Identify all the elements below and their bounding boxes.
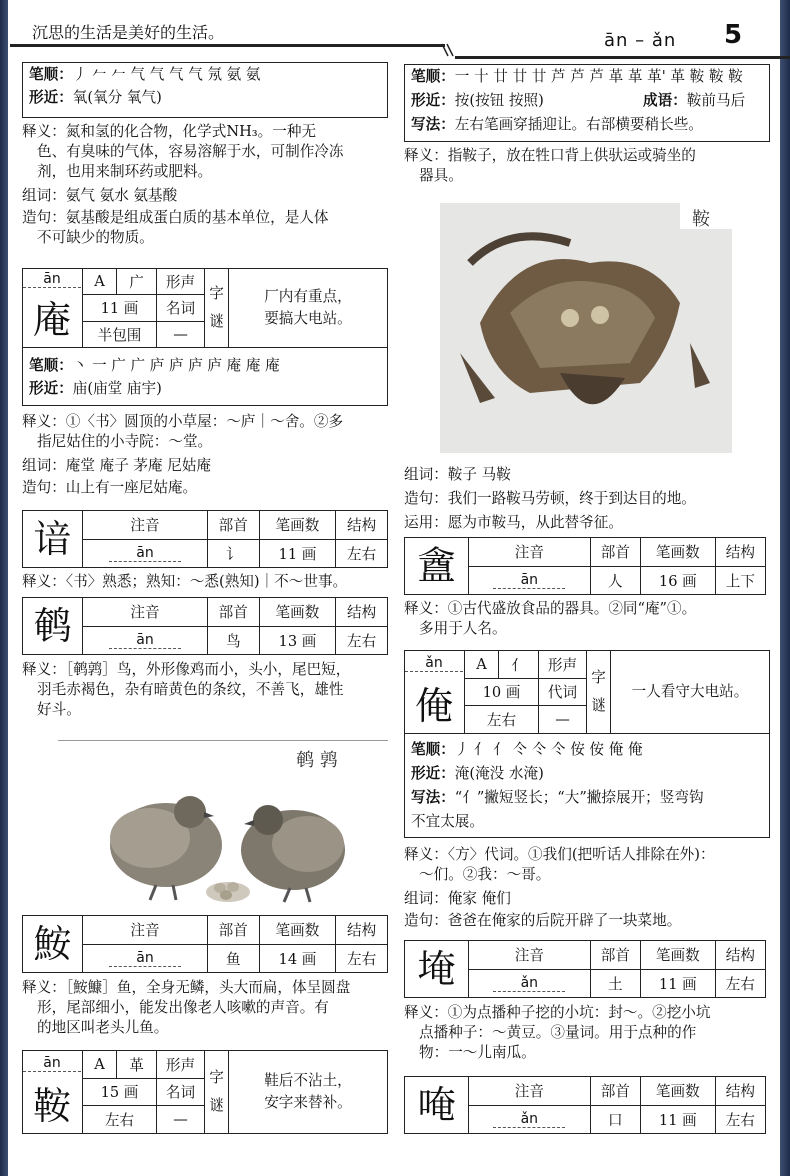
- definition-line: 剂，也用来制环药或肥料。: [37, 163, 213, 180]
- headword-char: 盦: [417, 544, 456, 588]
- stroke-order: 丿 𠂉 𠂉 气 气 气 气 氖 氨 氨: [72, 66, 261, 83]
- definition-line: 释义：［鹌鹑］鸟，外形像鸡而小，头小，尾巴短，: [22, 661, 351, 678]
- saddle-usage: [404, 465, 774, 533]
- structure: 左右: [715, 969, 765, 998]
- definition-line: 色、有臭味的气体，容易溶解于水，可制作冷冻: [37, 143, 344, 160]
- structure: 左右: [465, 706, 539, 734]
- page-edge-left: [0, 0, 8, 1176]
- definition-line: 释义：指鞍子，放在牲口背上供驮运或骑坐的: [404, 147, 696, 164]
- pinyin: ān: [109, 950, 181, 967]
- an-mouth-table: 唵 注音 部首 笔画数 结构 ǎn 口 11 画 左右: [404, 1076, 766, 1134]
- example-sentence: 造句：山上有一座尼姑庵。: [22, 479, 198, 496]
- an-pit-table: 埯 注音 部首 笔画数 结构 ǎn 土 11 画 左右: [404, 940, 766, 998]
- similar-chars: 按(按钮 按照): [454, 92, 544, 109]
- structure: 半包围: [83, 321, 157, 347]
- definition-line: 指尼姑住的小寺院：～堂。: [37, 433, 213, 450]
- structure: 左右: [336, 944, 388, 973]
- stroke-count: 16 画: [640, 566, 715, 595]
- example-sentence: 造句：我们一路鞍马劳顿，终于到达目的地。: [404, 490, 696, 507]
- headword-char: 鮟: [33, 922, 72, 966]
- structure: 上下: [715, 566, 765, 595]
- definition-line: 器具。: [419, 167, 463, 184]
- stroke-count: 10 画: [465, 678, 539, 706]
- definition-line: 多用于人名。: [419, 620, 507, 637]
- stroke-count: 15 画: [83, 1078, 157, 1106]
- definition-line: 释义：①〈书〉圆顶的小草屋：～庐｜～舍。②多: [22, 413, 344, 430]
- definition-line: 点播种子：～黄豆。③量词。用于点种的作: [419, 1024, 697, 1041]
- headword-char: 谙: [33, 517, 72, 561]
- pinyin: ǎn: [493, 975, 565, 992]
- example-sentence: 不可缺少的物质。: [37, 229, 154, 246]
- char-type: 形声: [157, 269, 205, 295]
- an-fish-table: 鮟 注音 部首 笔画数 结构 ān 鱼 14 画 左右: [22, 915, 388, 973]
- stroke-count: 11 画: [640, 969, 715, 998]
- header-rule-left: [10, 44, 445, 47]
- headword-char: 俺: [415, 684, 454, 728]
- header-motto: 沉思的生活是美好的生活。: [32, 23, 225, 42]
- writing-tip: 左右笔画穿插迎让。右部横要稍长些。: [454, 116, 703, 133]
- word-list: 组词：鞍子 马鞍: [404, 466, 511, 483]
- riddle: 一人看守大电站。: [611, 651, 770, 734]
- part-of-speech: 名词: [157, 295, 205, 321]
- pinyin: ān: [109, 632, 181, 649]
- stroke-order: 一 十 廿 廿 廿 芦 芦 芦 革 革 革' 革 鞍 鞍 鞍: [454, 68, 743, 85]
- an-I-table: ǎn 俺 A 亻 形声 字 谜 一人看守大电站。 10 画 代词 左右 —: [404, 650, 770, 734]
- headword-char: 鞍: [33, 1084, 72, 1128]
- an-hut-stroke-box: 笔顺：丶 一 广 广 庐 庐 庐 庐 庵 庵 庵 形近：庙(庙堂 庙宇): [22, 348, 388, 406]
- an-vessel-entry: [404, 599, 774, 639]
- page-edge-right: [780, 0, 790, 1176]
- pinyin: ān: [23, 271, 81, 288]
- saddle-caption: 鞍: [692, 209, 710, 230]
- an-ammonia-stroke-box: 笔顺：丿 𠂉 𠂉 气 气 气 气 氖 氨 氨 形近：氧(氧分 氧气): [22, 62, 388, 118]
- an-pit-entry: [404, 1003, 774, 1063]
- radical: 鸟: [207, 626, 259, 655]
- word-list: 组词：氨气 氨水 氨基酸: [22, 187, 178, 204]
- headword-char: 鹌: [33, 604, 72, 648]
- radical: 口: [590, 1105, 640, 1134]
- saddle-photo: [440, 203, 732, 453]
- usage-example: 运用：愿为市鞍马，从此替爷征。: [404, 514, 623, 531]
- structure: 左右: [83, 1106, 157, 1134]
- definition-line: 释义：氮和氢的化合物，化学式NH₃。一种无: [22, 123, 317, 140]
- example-sentence: 造句：氨基酸是组成蛋白质的基本单位，是人体: [22, 209, 329, 226]
- headword-char: 埯: [417, 947, 456, 991]
- stroke-count: 11 画: [259, 539, 336, 568]
- quail-illustration: [58, 740, 388, 910]
- similar-chars: 氧(氧分 氧气): [72, 89, 162, 106]
- definition-line: 形，尾部细小，能发出像老人咳嗽的声音。有: [37, 999, 329, 1016]
- stroke-order: 丿 亻 亻 仒 仒 仒 侒 侒 俺 俺: [454, 741, 643, 758]
- definition-line: 物：一～儿南瓜。: [419, 1044, 536, 1061]
- radical: 鱼: [207, 944, 259, 973]
- an-hut-table: ān 庵 A 广 形声 字 谜 厂内有重点， 要搞大电站。 11 画 名词 半包围 —: [22, 268, 388, 348]
- definition-line: 羽毛赤褐色，杂有暗黄色的条纹，不善飞，雄性: [37, 681, 344, 698]
- an-I-stroke-box: 笔顺：丿 亻 亻 仒 仒 仒 侒 侒 俺 俺 形近：淹(淹没 水淹) 写法：“亻”撇短竖长；“大”撇捺展开；竖弯钩 不宜太展。: [404, 734, 770, 838]
- saddle-image: [440, 203, 732, 453]
- an-I-entry: [404, 845, 774, 931]
- word-list: 组词：俺家 俺们: [404, 890, 511, 907]
- definition-line: 释义：［鮟鱇］鱼，全身无鳞，头大而扁，体呈圆盘: [22, 979, 351, 996]
- structure: 左右: [715, 1105, 765, 1134]
- an-know-definition: 释义：〈书〉熟悉；熟知：～悉(熟知)｜不～世事。: [22, 573, 348, 590]
- an-fish-entry: [22, 978, 392, 1038]
- saddle-stroke-box: 笔顺：一 十 廿 廿 廿 芦 芦 芦 革 革 革' 革 鞍 鞍 鞍 形近：按(按钮 按照) 成语：鞍前马后 写法：左右笔画穿插迎让。右部横要稍长些。: [404, 64, 770, 142]
- an-know-table: 谙 注音 部首 笔画数 结构 ān 讠 11 画 左右: [22, 510, 388, 568]
- pinyin: ǎn: [493, 1111, 565, 1128]
- quail-caption: 鹌 鹑: [296, 750, 338, 771]
- riddle: 厂内有重点， 要搞大电站。: [229, 269, 388, 348]
- similar-chars: 淹(淹没 水淹): [454, 765, 544, 782]
- definition-line: ～们。②我：～哥。: [419, 866, 551, 883]
- riddle: 鞋后不沾土， 安字来替补。: [229, 1051, 388, 1134]
- header-pinyin-range: ān – ǎn: [604, 30, 677, 51]
- stroke-count: 11 画: [83, 295, 157, 321]
- writing-tip: “亻”撇短竖长；“大”撇捺展开；竖弯钩: [454, 789, 704, 806]
- structure: 左右: [336, 539, 388, 568]
- stroke-count: 13 画: [259, 626, 336, 655]
- idiom: 鞍前马后: [686, 92, 746, 109]
- radical: 讠: [207, 539, 259, 568]
- radical: 亻: [499, 651, 539, 679]
- pinyin: ān: [493, 572, 565, 589]
- pinyin: ān: [23, 1055, 81, 1072]
- headword-char: 唵: [417, 1083, 456, 1127]
- word-list: 组词：庵堂 庵子 茅庵 尼姑庵: [22, 457, 212, 474]
- definition-line: 释义：〈方〉代词。①我们(把听话人排除在外)：: [404, 846, 715, 863]
- radical: 广: [117, 269, 157, 295]
- definition-line: 释义：①古代盛放食品的器具。②同“庵”①。: [404, 600, 697, 617]
- definition-line: 的地区叫老头儿鱼。: [37, 1019, 169, 1036]
- stroke-count: 14 画: [259, 944, 336, 973]
- an-ammonia-entry: [22, 122, 392, 248]
- similar-chars: 庙(庙堂 庙宇): [72, 380, 162, 397]
- radical: 土: [590, 969, 640, 998]
- an-quail-table: 鹌 注音 部首 笔画数 结构 ān 鸟 13 画 左右: [22, 597, 388, 655]
- an-quail-entry: [22, 660, 392, 720]
- stroke-order: 丶 一 广 广 庐 庐 庐 庐 庵 庵 庵: [72, 357, 280, 374]
- header-rule-right: [455, 56, 790, 59]
- definition-line: 好斗。: [37, 701, 81, 718]
- radical: 人: [590, 566, 640, 595]
- headword-char: 庵: [33, 298, 72, 342]
- pinyin: ǎn: [405, 655, 463, 672]
- an-vessel-table: 盦 注音 部首 笔画数 结构 ān 人 16 画 上下: [404, 537, 766, 595]
- stroke-count: 11 画: [640, 1105, 715, 1134]
- an-saddle-table: ān 鞍 A 革 形声 字 谜 鞋后不沾土， 安字来替补。 15 画 名词 左右 —: [22, 1050, 388, 1134]
- example-sentence: 造句：爸爸在俺家的后院开辟了一块菜地。: [404, 912, 682, 929]
- radical: 革: [117, 1051, 157, 1079]
- pinyin: ān: [109, 545, 181, 562]
- writing-tip: 不宜太展。: [411, 813, 484, 830]
- quail-image: [58, 740, 388, 910]
- saddle-entry: [404, 146, 774, 186]
- an-hut-entry: [22, 412, 392, 498]
- level: A: [83, 269, 117, 295]
- page-number: 5: [724, 20, 743, 50]
- structure: 左右: [336, 626, 388, 655]
- definition-line: 释义：①为点播种子挖的小坑：封～。②挖小坑: [404, 1004, 711, 1021]
